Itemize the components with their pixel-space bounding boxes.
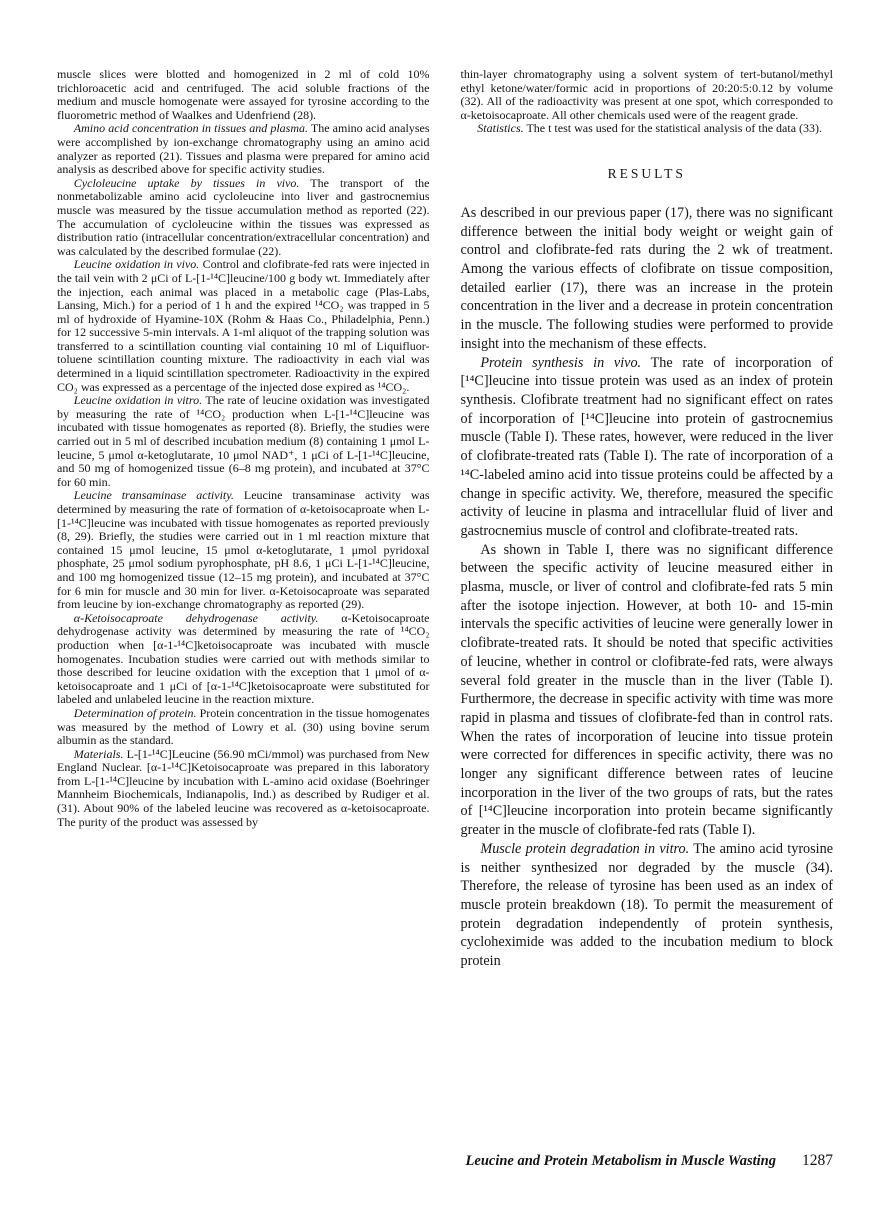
methods-paragraph [57, 258, 430, 394]
two-column-layout [57, 68, 833, 971]
paragraph-text: Leucine transaminase activity was determined by measuring the rate of formation of α-ketoisocaproate when L-[1-¹⁴C]leucine was incubated with tissue homogenates as reported previously (8, 29). Briefly, the studies were carried out in 1 ml reaction mixture that contained 15 μmol leucine, 15 μmol α-ketoglutarate, 1 μmol pyridoxal phosphate, 25 μmol sodium pyrophosphate, pH 8.6, 1 μCi L-[1-¹⁴C]leucine, and 100 mg homogenized tissue (12–15 mg protein), and incubated at 37°C for 6 min for muscle and 30 min for liver. α-Ketoisocaproate was separated from leucine by ion-exchange chromatography as reported (29). [57, 488, 430, 612]
section-lead: Statistics. [477, 121, 524, 136]
paragraph-text: The transport of the nonmetabolizable amino acid cycloleucine into liver and gastrocnemius muscle was measured by the tissue accumulation method as reported (22). The accumulation of cycloleucine within the tissues was expressed as distribution ratio (intracellular concentration/extracellular concentration) and was calculated by the described formulae (22). [57, 175, 430, 258]
section-lead: Determination of protein. [73, 705, 197, 720]
left-column [57, 68, 430, 971]
methods-paragraph [57, 122, 430, 176]
page-footer [466, 1152, 833, 1170]
methods-paragraph [461, 122, 834, 136]
results-paragraph [461, 204, 834, 354]
section-lead: Cycloleucine uptake by tissues in vivo. [73, 175, 300, 190]
paragraph-text: The amino acid analyses were accomplished by ion-exchange chromatography using an amino acid analyzer as reported (21). Tissues and plasma were prepared for amino acid analysis as described above for specific activity studies. [57, 121, 430, 177]
paragraph-text: As described in our previous paper (17), there was no significant difference between the initial body weight or weight gain of control and clofibrate-fed rats during the 2 wk of treatment. Among the various effects of clofibrate on tissue composition, detailed earlier (17), there was an increase in the protein concentration in the liver and a decrease in protein concentration in the muscle. The following studies were performed to provide insight into the mechanism of these effects. [460, 204, 833, 352]
section-lead: Leucine transaminase activity. [73, 488, 234, 503]
results-section-body [461, 204, 834, 971]
paragraph-text: The rate of incorporation of [¹⁴C]leucine into tissue protein was used as an index of protein synthesis. Clofibrate treatment had no significant effect on rates of incorporation of [¹⁴C]leucine into protein of gastrocnemius muscle (Table I). These rates, however, were reduced in the liver of clofibrate-treated rats (Table I). The rate of incorporation of a ¹⁴C-labeled amino acid into tissue proteins could be affected by a change in specific activity. We, therefore, measured the specific activity of leucine in plasma and intracellular fluid of liver and gastrocnemius muscle of control and clofibrate-treated rats. [460, 354, 833, 539]
results-section-heading: RESULTS [607, 165, 686, 181]
methods-paragraph [57, 177, 430, 259]
methods-paragraph [57, 707, 430, 748]
paragraph-text: L-[1-¹⁴C]Leucine (56.90 mCi/mmol) was purchased from New England Nuclear. [α-1-¹⁴C]Ketoisocaproate was prepared in this laboratory from L-[1-¹⁴C]leucine by incubation with L-amino acid oxidase (Boehringer Mannheim Biochemicals, Indianapolis, Ind.) as described by Rudiger et al. (31). About 90% of the labeled leucine was recovered as α-ketoisocaproate. The purity of the product was assessed by [57, 746, 430, 829]
paragraph-text: The t test was used for the statistical analysis of the data (33). [526, 121, 823, 136]
right-column [461, 68, 834, 971]
paragraph-text: α-Ketoisocaproate dehydrogenase activity was determined by measuring the rate of ¹⁴CO₂ production when [α-1-¹⁴C]ketoisocaproate was incubated with muscle homogenates. Incubation studies were carried out with methods similar to those described for leucine oxidation with the exception that 1 μmol of α-ketoisocaproate and 1 μCi of [α-1-¹⁴C]ketoisocaproate were substituted for labeled and unlabeled leucine in the reaction mixture. [57, 610, 430, 707]
paragraph-text: thin-layer chromatography using a solvent system of tert-butanol/methyl ethyl ketone/water/formic acid in proportions of 20:20:5:0.12 by volume (32). All of the radioactivity was present at one spot, which corresponded to α-ketoisocaproate. All other chemicals used were of the reagent grade. [460, 67, 833, 122]
methods-paragraph [57, 748, 430, 830]
right-column-methods [461, 68, 834, 136]
methods-paragraph [57, 68, 430, 122]
results-paragraph [461, 541, 834, 840]
methods-paragraph [57, 612, 430, 707]
paragraph-text: muscle slices were blotted and homogenized in 2 ml of cold 10% trichloroacetic acid and centrifuged. The acid soluble fractions of the medium and muscle homogenate were assayed for tyrosine according to the fluorometric method of Waalkes and Udenfriend (28). [57, 67, 430, 122]
results-paragraph [461, 354, 834, 541]
paragraph-text: Protein concentration in the tissue homogenates was measured by the method of Lowry et al. (30) using bovine serum albumin as the standard. [57, 705, 430, 748]
running-title: Leucine and Protein Metabolism in Muscle Wasting [465, 1153, 776, 1169]
methods-paragraph [57, 394, 430, 489]
section-lead: Protein synthesis in vivo. [480, 354, 642, 371]
results-paragraph [461, 840, 834, 971]
section-lead: α-Ketoisocaproate dehydrogenase activity. [73, 610, 319, 625]
section-lead: Leucine oxidation in vitro. [73, 393, 203, 408]
section-lead: Materials. [73, 746, 124, 761]
paragraph-text: The amino acid tyrosine is neither synthesized nor degraded by the muscle (34). Therefore, the release of tyrosine has been used as an index of muscle protein breakdown (18). To permit the measurement of protein degradation independently of protein synthesis, cycloheximide was added to the incubation medium to block protein [460, 840, 833, 970]
section-lead: Muscle protein degradation in vitro. [480, 840, 690, 857]
section-lead: Amino acid concentration in tissues and plasma. [73, 121, 309, 136]
methods-paragraph [461, 68, 834, 122]
page-number: 1287 [802, 1152, 833, 1169]
section-lead: Leucine oxidation in vivo. [73, 257, 200, 272]
methods-paragraph [57, 489, 430, 611]
paragraph-text: The rate of leucine oxidation was investigated by measuring the rate of ¹⁴CO₂ production when L-[1-¹⁴C]leucine was incubated with tissue homogenates as reported (8). Briefly, the studies were carried out in 5 ml of described incubation medium (8) containing 1 μmol L-leucine, 5 μmol α-ketoglutarate, 10 μmol NAD⁺, 1 μCi of L-[1-¹⁴C]leucine, and 50 mg of homogenized tissue (6–8 mg protein), and incubated at 37°C for 60 min. [57, 393, 430, 489]
paragraph-text: As shown in Table I, there was no significant difference between the specific activity of leucine measured either in plasma, muscle, or liver of control and clofibrate-fed rats 5 min after the isotope injection. However, at both 10- and 15-min intervals the specific activities of leucine were generally lower in clofibrate-treated rats. It should be noted that specific activities of leucine, whether in control or clofibrate-fed rats, were always several fold greater in the muscle than in the liver (Table I). Furthermore, the decrease in specific activity with time was more rapid in plasma and tissues of clofibrate-fed than in control rats. When the rates of incorporation of leucine into tissue protein were corrected for differences in specific activity, there was no longer any significant difference between rates of leucine incorporation in the liver of the two groups of rats, but the rates of [¹⁴C]leucine incorporation into protein became significantly greater in the muscle of clofibrate-fed rats (Table I). [460, 541, 833, 839]
paragraph-text: Control and clofibrate-fed rats were injected in the tail vein with 2 μCi of L-[1-¹⁴C]leucine/100 g body wt. Immediately after the injection, each animal was placed in a metabolic cage (Plas-Labs, Lansing, Mich.) for a period of 1 h and the expired ¹⁴CO₂ was trapped in 5 ml of hydroxide of Hyamine-10X (Rohm & Haas Co., Philadelphia, Penn.) for 12 successive 5-min intervals. A 1-ml aliquot of the trapping solution was transferred to a scintillation counting vial containing 10 ml of Liquifluor-toluene scintillation counting mixture. The radioactivity in each vial was determined in a liquid scintillation spectrometer. Radioactivity in the expired CO₂ was expressed as a percentage of the injected dose expired as ¹⁴CO₂. [57, 257, 430, 394]
